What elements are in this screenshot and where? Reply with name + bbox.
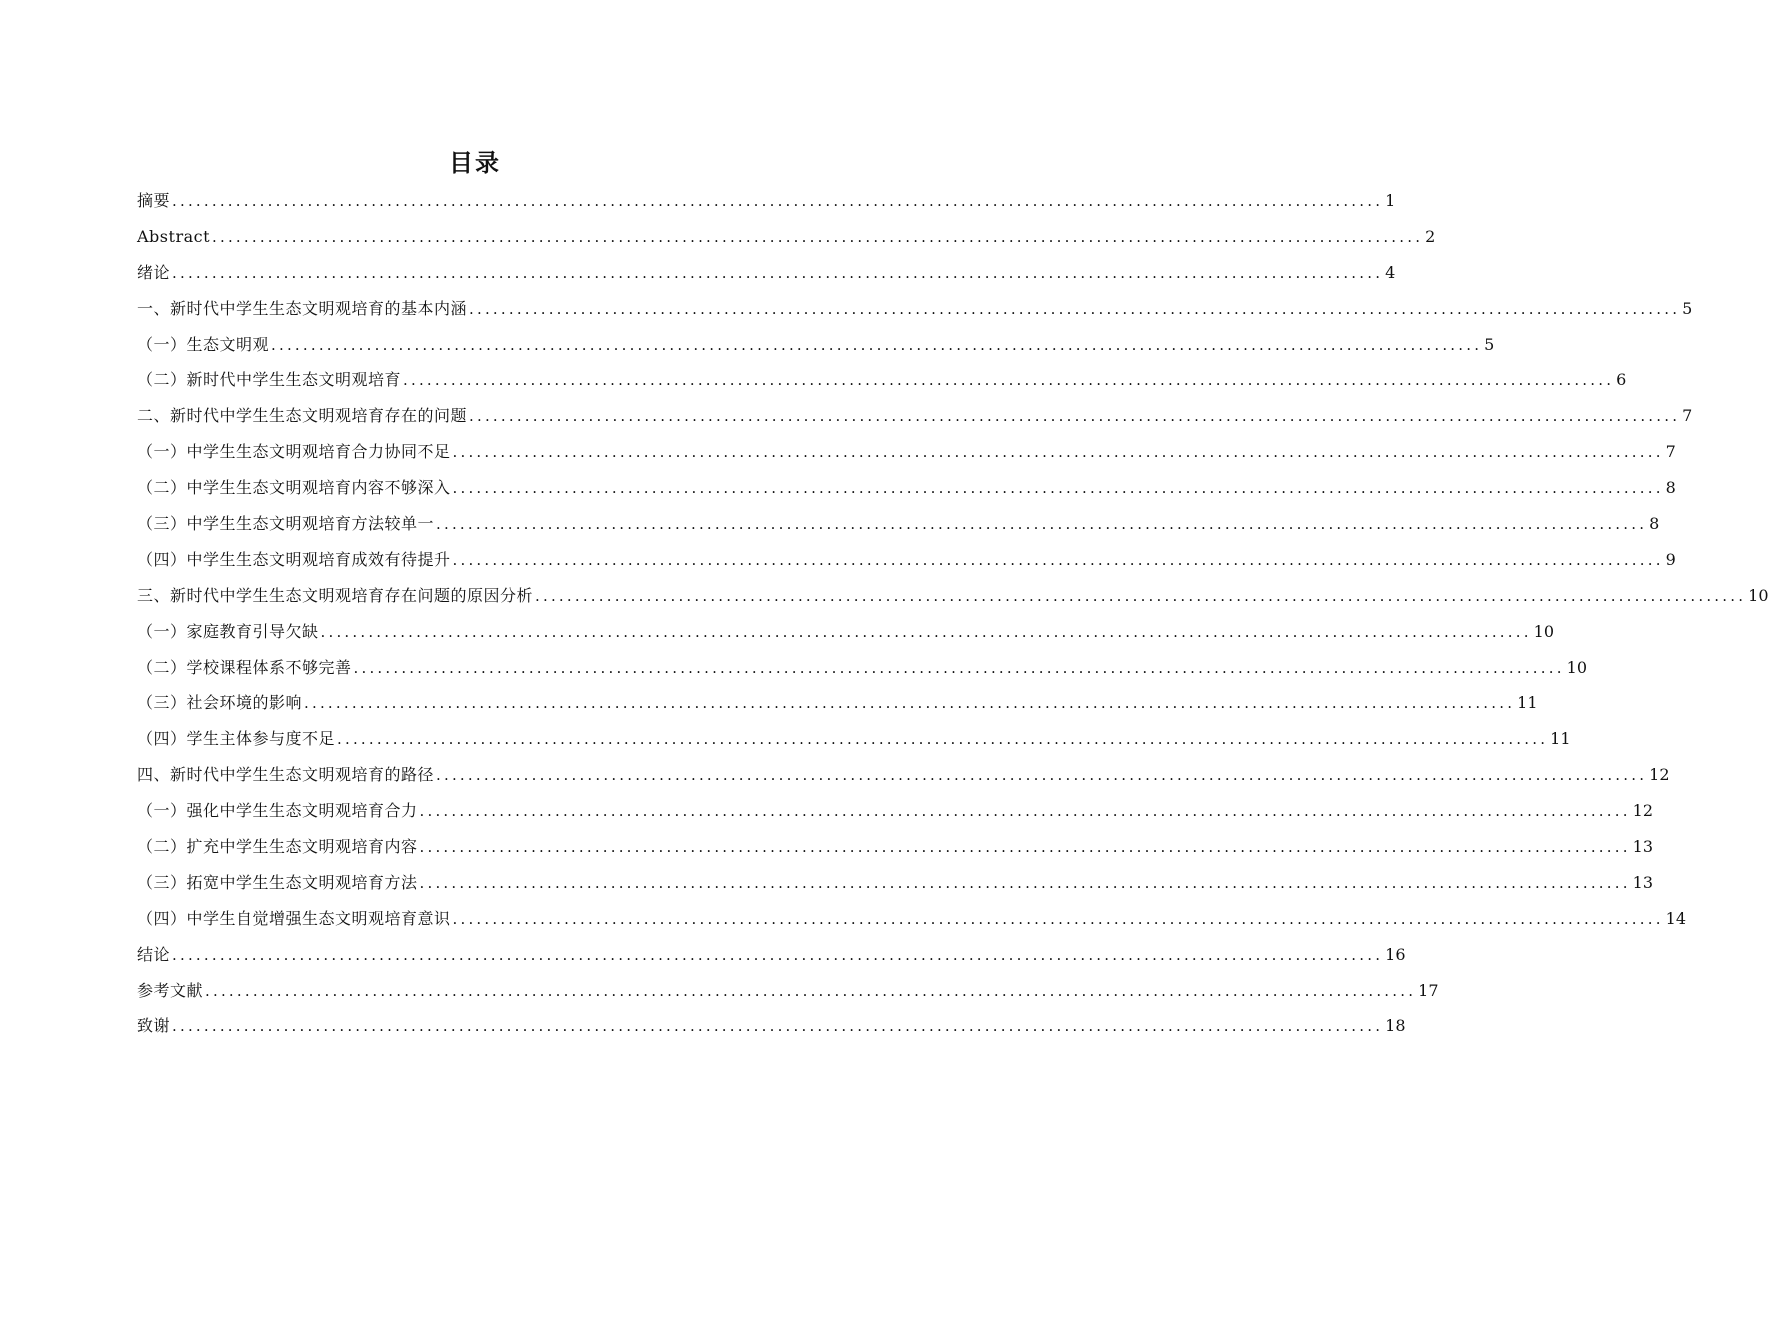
toc-page-number: 13 xyxy=(1632,872,1654,892)
toc-entry[interactable] xyxy=(137,829,1654,865)
toc-entry-label: 结论 xyxy=(137,944,171,964)
toc-entry-label: （二）学校课程体系不够完善 xyxy=(137,657,352,677)
toc-entry-label: 参考文献 xyxy=(137,980,204,1000)
toc-page-number: 10 xyxy=(1566,657,1588,677)
toc-dot-leader: ........................................................................................................................................................ xyxy=(419,802,1631,821)
toc-page-number: 12 xyxy=(1632,801,1654,821)
toc-page-number: 10 xyxy=(1748,585,1769,605)
toc-dot-leader: ........................................................................................................................................................ xyxy=(452,550,1664,569)
toc-dot-leader: ........................................................................................................................................................ xyxy=(452,479,1664,498)
toc-entry[interactable] xyxy=(137,434,1676,470)
toc-entry-label: （二）扩充中学生生态文明观培育内容 xyxy=(137,837,418,857)
toc-entry[interactable] xyxy=(137,578,1769,614)
toc-entry-label: 致谢 xyxy=(137,1016,171,1036)
toc-page-number: 11 xyxy=(1517,693,1538,713)
toc-entry-label: （三）社会环境的影响 xyxy=(137,693,303,713)
toc-entry-label: 二、新时代中学生生态文明观培育存在的问题 xyxy=(137,406,468,426)
toc-page-number: 5 xyxy=(1682,298,1693,318)
toc-dot-leader: ........................................................................................................................................................ xyxy=(271,335,1483,354)
toc-entry[interactable] xyxy=(137,362,1627,398)
toc-entry[interactable] xyxy=(137,219,1436,255)
toc-dot-leader: ........................................................................................................................................................ xyxy=(452,443,1664,462)
toc-dot-leader: ........................................................................................................................................................ xyxy=(403,371,1615,390)
toc-entry-label: （一）中学生生态文明观培育合力协同不足 xyxy=(137,442,451,462)
toc-entry-label: 四、新时代中学生生态文明观培育的路径 xyxy=(137,765,435,785)
toc-dot-leader: ........................................................................................................................................................ xyxy=(419,838,1631,857)
toc-entry-label: 一、新时代中学生生态文明观培育的基本内涵 xyxy=(137,298,468,318)
toc-page-number: 6 xyxy=(1616,370,1627,390)
toc-dot-leader: ........................................................................................................................................................ xyxy=(452,909,1664,928)
toc-entry-label: （一）生态文明观 xyxy=(137,334,270,354)
toc-entry[interactable] xyxy=(137,470,1676,506)
toc-dot-leader: ........................................................................................................................................................ xyxy=(205,981,1417,1000)
toc-entry[interactable] xyxy=(137,793,1654,829)
toc-entry-label: Abstract xyxy=(137,226,211,246)
toc-entry[interactable] xyxy=(137,542,1676,578)
table-of-contents xyxy=(137,183,1769,1044)
toc-entry[interactable] xyxy=(137,291,1693,327)
toc-entry-label: （二）新时代中学生生态文明观培育 xyxy=(137,370,402,390)
toc-dot-leader: ........................................................................................................................................................ xyxy=(436,515,1648,534)
toc-title: 目录 xyxy=(449,149,501,177)
toc-page-number: 12 xyxy=(1649,765,1670,785)
toc-entry-label: 三、新时代中学生生态文明观培育存在问题的原因分析 xyxy=(137,585,534,605)
toc-dot-leader: ........................................................................................................................................................ xyxy=(469,407,1681,426)
toc-page-number: 10 xyxy=(1533,621,1555,641)
toc-entry[interactable] xyxy=(137,721,1571,757)
toc-dot-leader: ........................................................................................................................................................ xyxy=(172,1017,1384,1036)
toc-entry[interactable] xyxy=(137,614,1555,650)
toc-dot-leader: ........................................................................................................................................................ xyxy=(469,299,1681,318)
toc-dot-leader: ........................................................................................................................................................ xyxy=(353,658,1565,677)
toc-entry[interactable] xyxy=(137,327,1495,363)
toc-dot-leader: ........................................................................................................................................................ xyxy=(535,586,1747,605)
toc-dot-leader: ........................................................................................................................................................ xyxy=(172,192,1384,210)
toc-entry[interactable] xyxy=(137,183,1396,219)
toc-entry-label: （三）中学生生态文明观培育方法较单一 xyxy=(137,514,435,534)
toc-entry[interactable] xyxy=(137,685,1538,721)
toc-page-number: 5 xyxy=(1484,334,1495,354)
toc-entry-label: （四）学生主体参与度不足 xyxy=(137,729,336,749)
toc-entry[interactable] xyxy=(137,650,1588,686)
toc-page-number: 14 xyxy=(1665,908,1687,928)
toc-entry-label: （三）拓宽中学生生态文明观培育方法 xyxy=(137,872,418,892)
toc-page-number: 8 xyxy=(1665,478,1676,498)
toc-page-number: 4 xyxy=(1385,262,1396,282)
toc-page-number: 7 xyxy=(1682,406,1693,426)
toc-page-number: 17 xyxy=(1418,980,1439,1000)
toc-dot-leader: ........................................................................................................................................................ xyxy=(337,730,1549,749)
toc-entry-label: 摘要 xyxy=(137,191,171,210)
toc-page-number: 18 xyxy=(1385,1016,1406,1036)
toc-page-number: 9 xyxy=(1665,549,1676,569)
toc-entry[interactable] xyxy=(137,757,1670,793)
toc-entry[interactable] xyxy=(137,506,1660,542)
toc-page-number: 7 xyxy=(1665,442,1676,462)
toc-entry[interactable] xyxy=(137,865,1654,901)
toc-entry[interactable] xyxy=(137,973,1439,1009)
toc-dot-leader: ........................................................................................................................................................ xyxy=(320,622,1532,641)
toc-dot-leader: ........................................................................................................................................................ xyxy=(172,263,1384,282)
toc-dot-leader: ........................................................................................................................................................ xyxy=(436,766,1648,785)
toc-entry-label: （二）中学生生态文明观培育内容不够深入 xyxy=(137,478,451,498)
toc-entry-label: （一）强化中学生生态文明观培育合力 xyxy=(137,801,418,821)
toc-entry-label: （四）中学生自觉增强生态文明观培育意识 xyxy=(137,908,451,928)
toc-dot-leader: ........................................................................................................................................................ xyxy=(212,227,1424,246)
toc-page-number: 1 xyxy=(1385,191,1396,210)
toc-dot-leader: ........................................................................................................................................................ xyxy=(419,873,1631,892)
toc-entry[interactable] xyxy=(137,255,1396,291)
toc-entry[interactable] xyxy=(137,901,1687,937)
toc-entry-label: 绪论 xyxy=(137,262,171,282)
toc-entry-label: （一）家庭教育引导欠缺 xyxy=(137,621,319,641)
toc-entry[interactable] xyxy=(137,1008,1406,1044)
toc-page-number: 2 xyxy=(1425,226,1436,246)
toc-dot-leader: ........................................................................................................................................................ xyxy=(172,945,1384,964)
toc-page-number: 16 xyxy=(1385,944,1406,964)
toc-entry-label: （四）中学生生态文明观培育成效有待提升 xyxy=(137,549,451,569)
toc-entry[interactable] xyxy=(137,398,1693,434)
toc-page-number: 11 xyxy=(1550,729,1571,749)
toc-dot-leader: ........................................................................................................................................................ xyxy=(304,694,1516,713)
toc-entry[interactable] xyxy=(137,937,1406,973)
toc-page-number: 8 xyxy=(1649,514,1660,534)
toc-page-number: 13 xyxy=(1632,837,1654,857)
